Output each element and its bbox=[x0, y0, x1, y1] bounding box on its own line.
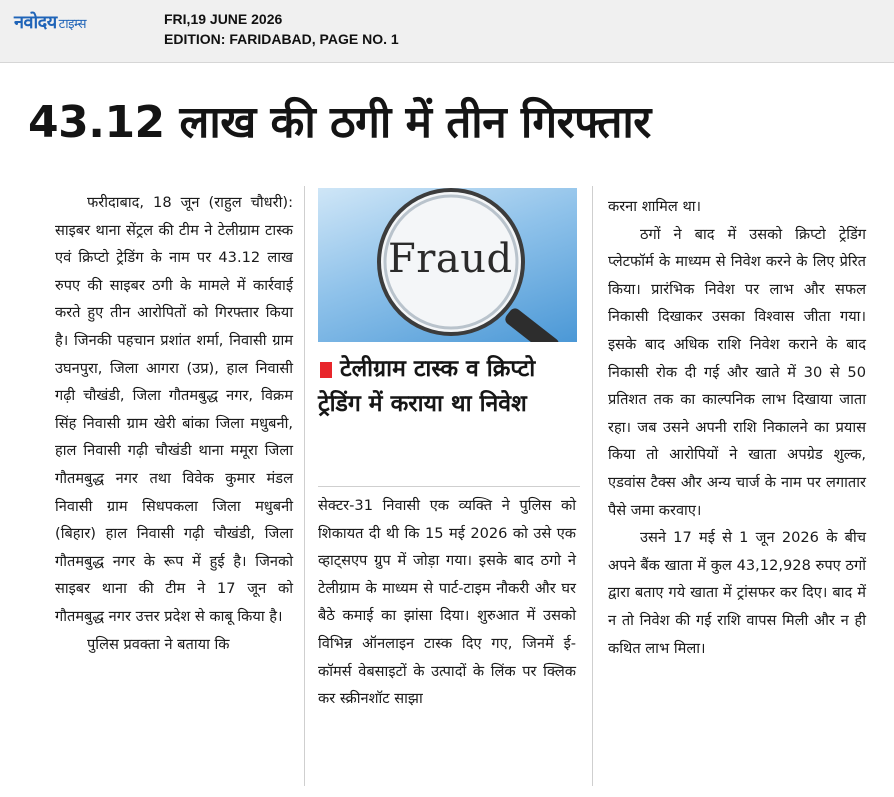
edition-info bbox=[164, 9, 399, 49]
article-headline: 43.12 लाख की ठगी में तीन गिरफ्तार bbox=[28, 97, 651, 148]
article-column-3 bbox=[608, 193, 866, 662]
subheading-text: टेलीग्राम टास्क व क्रिप्टो ट्रेडिंग में कराया था निवेश bbox=[318, 356, 536, 417]
page-header bbox=[0, 0, 894, 63]
column-divider bbox=[592, 186, 593, 786]
article-paragraph: करना शामिल था। bbox=[608, 198, 702, 215]
article-paragraph: पुलिस प्रवक्ता ने बताया कि bbox=[87, 635, 230, 653]
edition-page: EDITION: FARIDABAD, PAGE NO. 1 bbox=[164, 31, 399, 47]
newspaper-logo bbox=[14, 10, 86, 34]
red-marker-icon bbox=[320, 362, 332, 378]
publication-date: FRI,19 JUNE 2026 bbox=[164, 11, 283, 27]
article-subheading bbox=[318, 352, 580, 422]
article-paragraph: फरीदाबाद, 18 जून (राहुल चौधरी): साइबर थाना सेंट्रल की टीम ने टेलीग्राम टास्क एवं क्रिप्टो ट्रेडिंग के नाम पर 43.12 लाख रुपए की साइबर ठगी के मामले में कार्रवाई करते हुए तीन आरोपितों को गिरफ्तार किया है। जिनकी पहचान प्रशांत शर्मा, निवासी ग्राम उघनपुरा, जिला आगरा (उप्र), हाल निवासी गढ़ी चौखंडी, जिला गौतमबुद्ध नगर, विक्रम सिंह निवासी ग्राम खेरी बांका जिला मधुबनी, हाल निवासी गढ़ी चौखंडी थाना ममूरा जिला गौतमबुद्ध नगर तथा विवेक कुमार मंडल निवासी ग्राम सिधपकला जिला मधुबनी (बिहार) हाल निवासी गढ़ी चौखंडी, जिला गौतमबुद्ध नगर के रूप में हुई है। जिनको साइबर थाना की टीम ने 17 जून को गौतमबुद्ध नगर उत्तर प्रदेश से काबू किया है। bbox=[55, 194, 293, 625]
article-paragraph: ठगों ने बाद में उसको क्रिप्टो ट्रेडिंग प्लेटफॉर्म के माध्यम से निवेश करने के लिए प्रेरित किया। प्रारंभिक निवेश पर लाभ और सफल निकासी दिखाकर उसका विश्वास जीता गया। इसके बाद अधिक राशि निवेश कराने के बाद निकासी रोक दी गई और खाते में 30 से 50 प्रतिशत तक का काल्पनिक लाभ दिखाया जाता रहा। जब उसने अपनी राशि निकालने का प्रयास किया तो आरोपियों ने खाता अपग्रेड शुल्क, एडवांस टैक्स और अन्य चार्ज के नाम पर लगातार पैसे जमा करवाए। bbox=[608, 225, 866, 519]
article-column-1 bbox=[55, 189, 293, 658]
article-image bbox=[318, 188, 577, 342]
column-divider bbox=[304, 186, 305, 786]
logo-main: नवोदय bbox=[14, 12, 57, 33]
article-paragraph: सेक्टर-31 निवासी एक व्यक्ति ने पुलिस को शिकायत दी थी कि 15 मई 2026 को उसे एक व्हाट्सएप ग्रुप में जोड़ा गया। इसके बाद ठगो ने टेलीग्राम के माध्यम से पार्ट-टाइम नौकरी और घर बैठे कमाई का झांसा दिया। शुरुआत में उसको विभिन्न ऑनलाइन टास्क दिए गए, जिनमें ई-कॉमर्स वेबसाइटों के उत्पादों के लिंक पर क्लिक कर स्क्रीनशॉट साझा bbox=[318, 497, 576, 708]
section-divider bbox=[318, 486, 580, 487]
logo-sub: टाइम्स bbox=[58, 17, 86, 32]
fraud-word: Fraud bbox=[388, 236, 513, 282]
article-column-2 bbox=[318, 492, 576, 713]
article-paragraph: उसने 17 मई से 1 जून 2026 के बीच अपने बैंक खाता में कुल 43,12,928 रुपए ठगों द्वारा बताए गये खाता में ट्रांसफर कर दिए। बाद में न तो निवेश की गई राशि वापस मिली और न ही कथित लाभ मिला। bbox=[608, 529, 866, 657]
